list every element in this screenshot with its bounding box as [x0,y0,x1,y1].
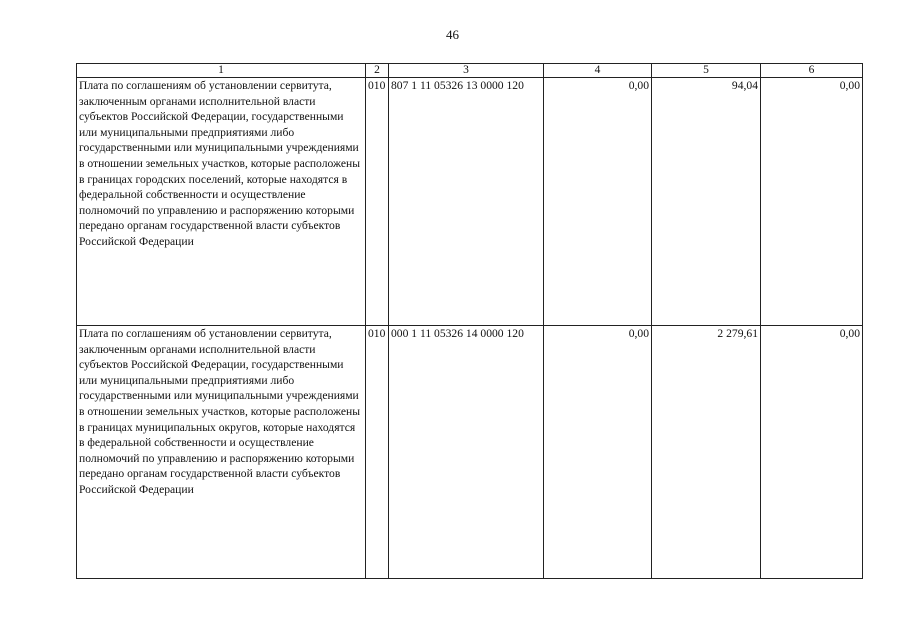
row-value-col6: 0,00 [761,326,863,579]
column-header-5: 5 [652,64,761,78]
table-row [77,326,863,579]
row-line-code: 010 [366,78,389,326]
row-budget-code: 000 1 11 05326 14 0000 120 [389,326,544,579]
report-table [76,63,863,579]
column-header-1: 1 [77,64,366,78]
column-header-4: 4 [544,64,652,78]
column-header-6: 6 [761,64,863,78]
row-value-col5: 94,04 [652,78,761,326]
page-number: 46 [446,27,459,42]
row-description: Плата по соглашениям об установлении сервитута, заключенным органами исполнительной власти субъектов Российской Федерации, государственными или муниципальными предприятиями либо государственными или муниципальными учреждениями в отношении земельных участков, которые расположены в границах городских поселений, которые находятся в федеральной собственности и осуществление полномочий по управлению и распоряжению которыми передано органам государственной власти субъектов Российской Федерации [77,78,366,326]
row-budget-code: 807 1 11 05326 13 0000 120 [389,78,544,326]
row-value-col4: 0,00 [544,326,652,579]
row-description: Плата по соглашениям об установлении сервитута, заключенным органами исполнительной власти субъектов Российской Федерации, государственными или муниципальными предприятиями либо государственными или муниципальными учреждениями в отношении земельных участков, которые расположены в границах муниципальных округов, которые находятся в федеральной собственности и осуществление полномочий по управлению и распоряжению которыми передано органам государственной власти субъектов Российской Федерации [77,326,366,579]
row-value-col4: 0,00 [544,78,652,326]
row-line-code: 010 [366,326,389,579]
column-header-2: 2 [366,64,389,78]
row-value-col5: 2 279,61 [652,326,761,579]
column-header-3: 3 [389,64,544,78]
table-row [77,78,863,326]
row-value-col6: 0,00 [761,78,863,326]
table-header-row [77,64,863,78]
